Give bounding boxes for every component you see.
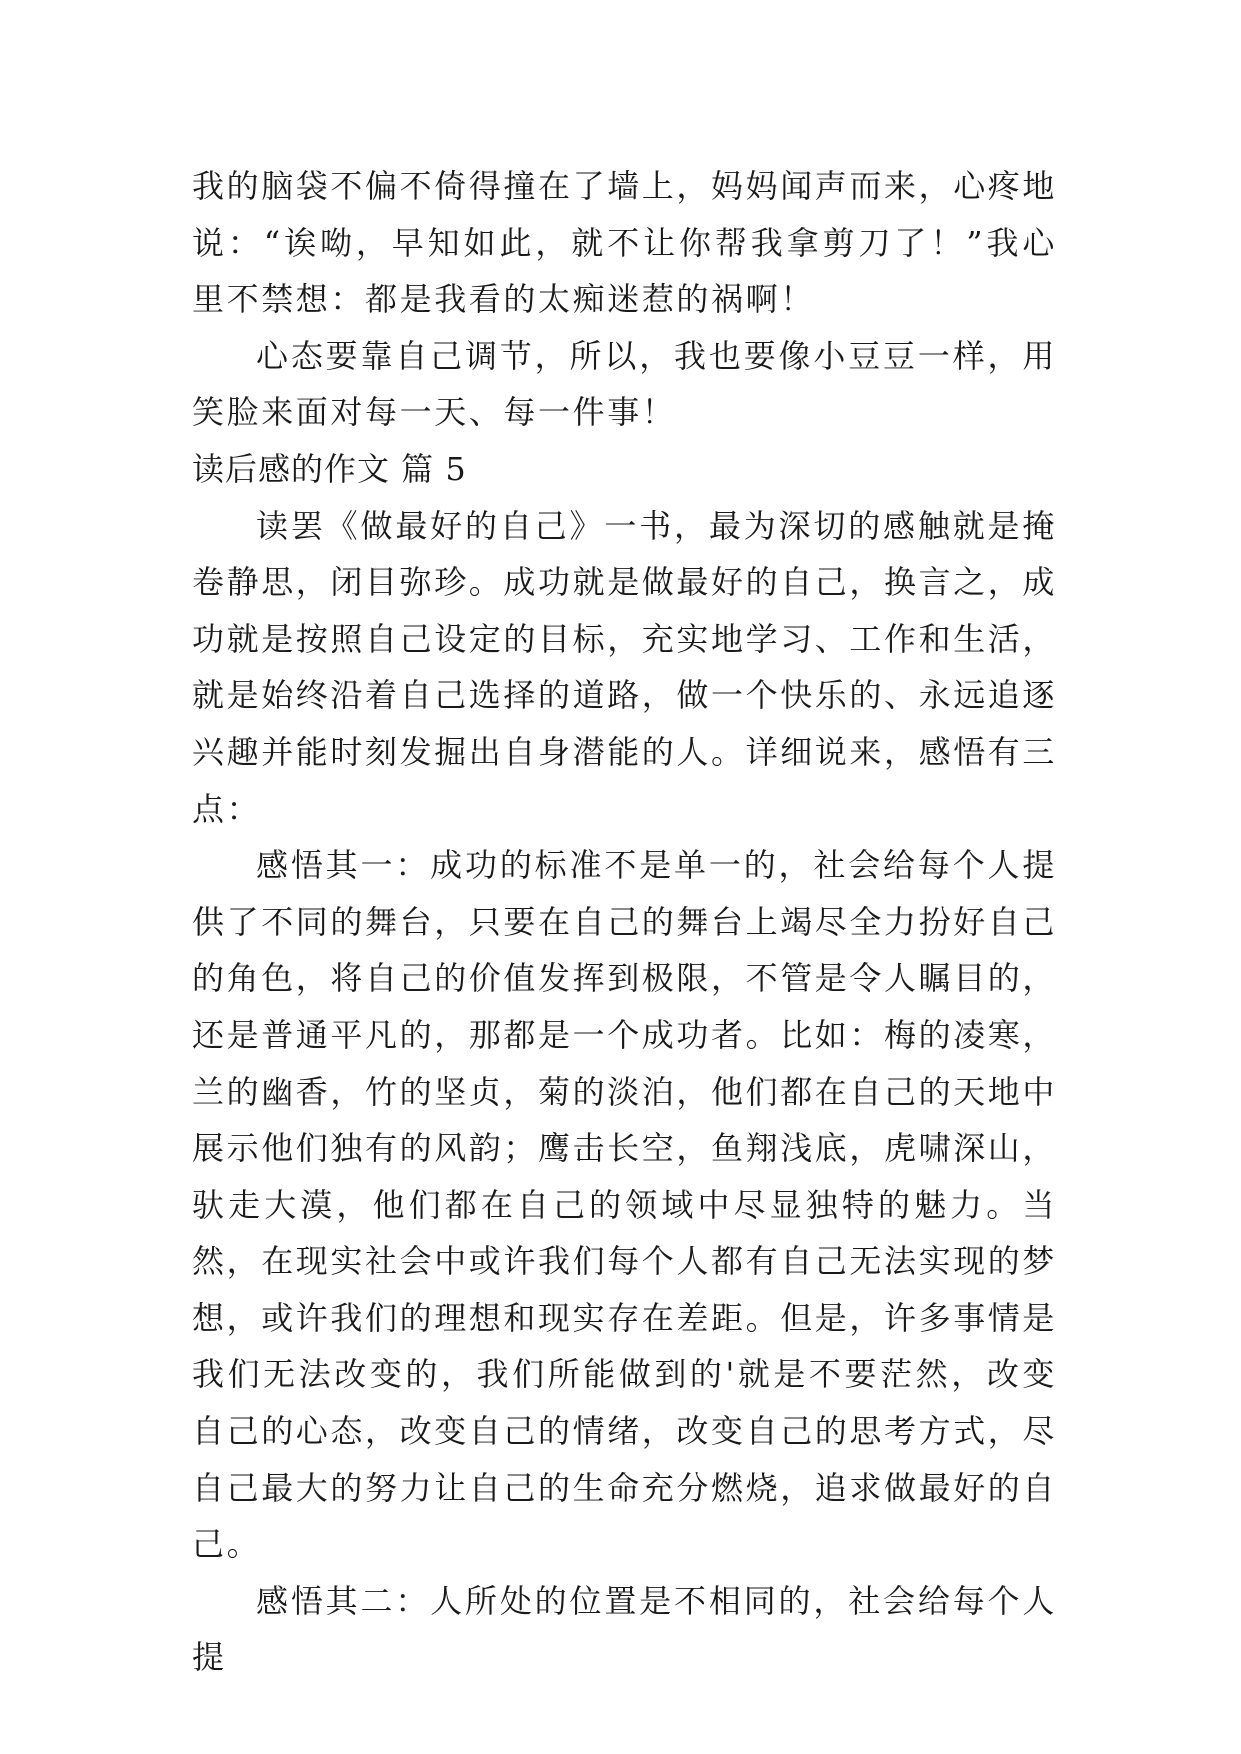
paragraph-intro: 读罢《做最好的自己》一书，最为深切的感触就是掩卷静思，闭目弥珍。成功就是做最好的自己，换言之，成功就是按照自己设定的目标，充实地学习、工作和生活，就是始终沿着自己选择的道路，做一个快乐的、永远追逐兴趣并能时刻发掘出自身潜能的人。详细说来，感悟有三点： (192, 506, 1058, 828)
paragraph-continued: 我的脑袋不偏不倚得撞在了墙上，妈妈闻声而来，心疼地说：“诶呦，早知如此，就不让你帮我拿剪刀了！”我心里不禁想：都是我看的太痴迷惹的祸啊！ (192, 167, 1058, 319)
paragraph-insight-two: 感悟其二：人所处的位置是不相同的，社会给每个人提 (192, 1581, 1057, 1677)
paragraph-mindset: 心态要靠自己调节，所以，我也要像小豆豆一样，用笑脸来面对每一天、每一件事！ (192, 336, 1057, 432)
section-heading: 读后感的作文 篇 5 (192, 449, 467, 488)
paragraph-insight-one: 感悟其一：成功的标准不是单一的，社会给每个人提供了不同的舞台，只要在自己的舞台上竭尽全力扮好自己的角色，将自己的价值发挥到极限，不管是令人瞩目的，还是普通平凡的，那都是一个成功者。比如：梅的凌寒，兰的幽香，竹的坚贞，菊的淡泊，他们都在自己的天地中展示他们独有的风韵；鹰击长空，鱼翔浅底，虎啸深山，驮走大漠，他们都在自己的领域中尽显独特的魅力。当然，在现实社会中或许我们每个人都有自己无法实现的梦想，或许我们的理想和现实存在差距。但是，许多事情是我们无法改变的，我们所能做到的'就是不要茫然，改变自己的心态，改变自己的情绪，改变自己的思考方式，尽自己最大的努力让自己的生命充分燃烧，追求做最好的自己。 (192, 846, 1058, 1564)
document-body (192, 158, 1057, 1686)
